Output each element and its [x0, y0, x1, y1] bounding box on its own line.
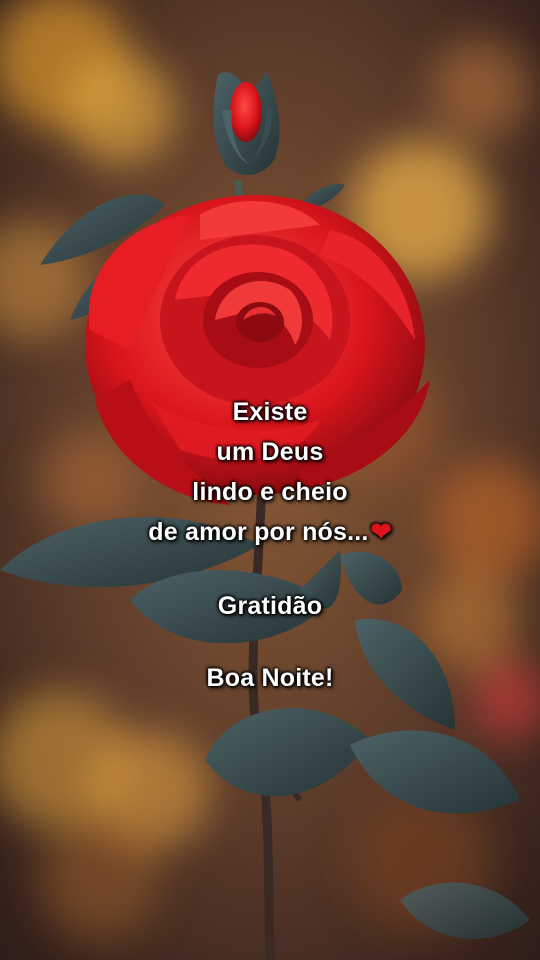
message-line-4	[0, 517, 540, 547]
message-line-2: um Deus	[216, 438, 324, 466]
message-line-1: Existe	[232, 398, 308, 426]
message-line-4-text: de amor por nós...	[148, 518, 369, 546]
greeting-text: Boa Noite!	[206, 664, 334, 692]
heart-icon: ❤	[370, 518, 392, 546]
message-line-3: lindo e cheio	[192, 478, 348, 506]
gratitude-text: Gratidão	[217, 592, 323, 620]
rose-bud	[214, 70, 280, 175]
